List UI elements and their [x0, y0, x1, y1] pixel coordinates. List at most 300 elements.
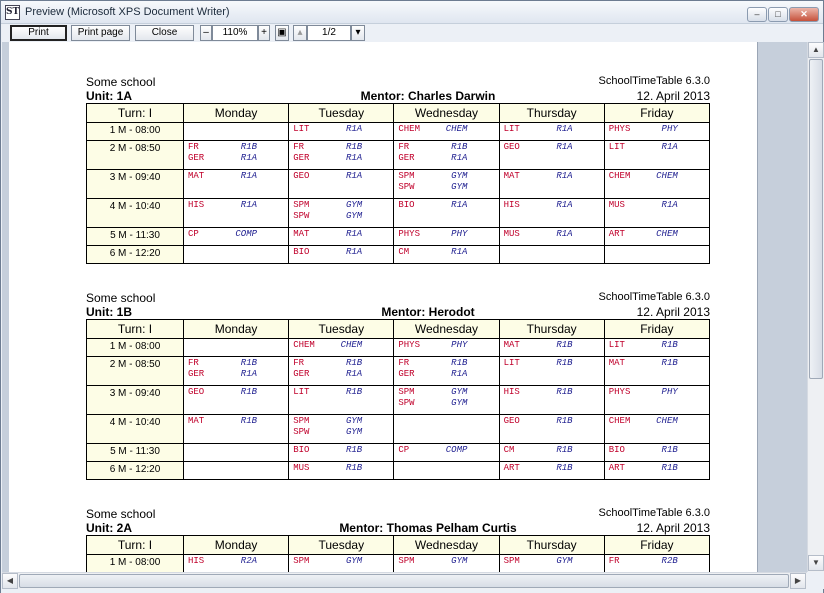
lesson-cell[interactable]: [604, 170, 709, 199]
lesson: [398, 556, 467, 567]
room-code: R1B: [661, 358, 678, 368]
room-code: R1A: [556, 142, 573, 152]
turn-header: Turn: I: [87, 320, 184, 339]
page-up-icon[interactable]: ▴: [293, 25, 307, 41]
lesson-cell[interactable]: [184, 141, 289, 170]
room-code: R1A: [345, 369, 363, 379]
lesson-cell[interactable]: [184, 246, 289, 264]
lesson-cell[interactable]: [394, 555, 499, 573]
subject-code: HIS: [503, 387, 520, 397]
subject-code: GER: [293, 369, 310, 379]
lesson-cell[interactable]: [499, 386, 604, 415]
lesson: [609, 124, 678, 135]
fit-page-icon[interactable]: ▣: [275, 25, 289, 41]
room-code: R1B: [240, 387, 257, 397]
lesson-cell[interactable]: [289, 123, 394, 141]
zoom-in-button[interactable]: +: [258, 25, 270, 41]
room-code: R1B: [345, 142, 363, 152]
vertical-scrollbar[interactable]: [807, 42, 824, 572]
subject-code: MAT: [503, 171, 520, 181]
lesson: [504, 416, 573, 427]
page-field[interactable]: 1/2: [307, 25, 351, 41]
lesson: [188, 171, 257, 182]
subject-code: CHEM: [608, 171, 631, 181]
room-code: CHEM: [656, 229, 678, 239]
room-code: R1A: [556, 124, 573, 134]
subject-code: LIT: [293, 124, 310, 134]
maximize-icon[interactable]: □: [768, 7, 788, 22]
room-code: R1B: [240, 416, 257, 426]
lesson: [398, 142, 467, 153]
horizontal-scrollbar[interactable]: [2, 572, 807, 589]
lesson: [293, 387, 362, 398]
table-row: [87, 170, 710, 199]
lesson-cell[interactable]: [394, 199, 499, 228]
subject-code: CHEM: [608, 416, 631, 426]
room-code: R1A: [345, 153, 363, 163]
lesson: [398, 387, 467, 398]
day-header: Thursday: [499, 320, 604, 339]
timetable: [86, 288, 710, 480]
room-code: R1A: [345, 124, 363, 134]
timetable-header: [86, 72, 710, 103]
subject-code: HIS: [188, 200, 205, 210]
lesson: [293, 124, 362, 135]
room-code: R1B: [661, 463, 678, 473]
room-code: R1A: [240, 200, 257, 210]
close-button[interactable]: Close: [135, 25, 194, 41]
zoom-field[interactable]: 110%: [212, 25, 258, 41]
subject-code: GEO: [503, 416, 520, 426]
lesson: [293, 369, 362, 380]
table-row: [87, 357, 710, 386]
school-name: Some school: [86, 291, 156, 305]
lesson-cell[interactable]: [184, 386, 289, 415]
scroll-left-icon[interactable]: ◀: [2, 573, 18, 589]
lesson: [293, 556, 362, 567]
lesson-cell[interactable]: [289, 170, 394, 199]
lesson: [293, 153, 362, 164]
subject-code: BIO: [293, 445, 310, 455]
lesson-cell[interactable]: [184, 444, 289, 462]
lesson: [504, 171, 573, 182]
room-code: R1B: [345, 463, 363, 473]
subject-code: LIT: [608, 340, 625, 350]
lesson: [504, 556, 573, 567]
subject-code: SPM: [293, 556, 310, 566]
table-row: [87, 386, 710, 415]
lesson-cell[interactable]: [499, 555, 604, 573]
lesson-cell[interactable]: [184, 339, 289, 357]
lesson: [609, 445, 678, 456]
mentor-label: Mentor: Charles Darwin: [360, 89, 496, 103]
lesson: [188, 416, 257, 427]
lesson: [609, 171, 678, 182]
lesson-cell[interactable]: [499, 228, 604, 246]
lesson-cell[interactable]: [184, 555, 289, 573]
day-header: Monday: [184, 320, 289, 339]
room-code: R1A: [661, 142, 678, 152]
horizontal-scroll-thumb[interactable]: [19, 574, 789, 588]
lesson-cell[interactable]: [184, 357, 289, 386]
lesson: [609, 556, 678, 567]
lesson-cell[interactable]: [499, 123, 604, 141]
room-code: R1B: [451, 358, 468, 368]
school-name: Some school: [86, 75, 156, 89]
table-row: [87, 123, 710, 141]
lesson: [609, 358, 678, 369]
room-code: GYM: [345, 200, 363, 210]
lesson-cell[interactable]: [184, 170, 289, 199]
day-header: Wednesday: [394, 104, 499, 123]
room-code: CHEM: [340, 340, 363, 350]
subject-code: SPM: [293, 200, 310, 210]
room-code: GYM: [345, 211, 363, 221]
subject-code: MAT: [503, 340, 520, 350]
table-row: [87, 339, 710, 357]
room-code: R1B: [556, 387, 573, 397]
lesson-cell[interactable]: [289, 199, 394, 228]
turn-header: Turn: I: [87, 104, 184, 123]
room-code: R1B: [661, 340, 678, 350]
day-header: Thursday: [499, 104, 604, 123]
subject-code: MUS: [293, 463, 310, 473]
room-code: R1B: [556, 463, 573, 473]
room-code: R1B: [240, 358, 257, 368]
lesson: [504, 387, 573, 398]
scrollbar-corner: [807, 572, 824, 589]
lesson: [293, 340, 362, 351]
window-title: Preview (Microsoft XPS Document Writer): [25, 6, 230, 18]
unit-label: Unit: 2A: [86, 521, 132, 535]
room-code: CHEM: [656, 171, 678, 181]
day-header: Wednesday: [394, 536, 499, 555]
print-date: 12. April 2013: [636, 305, 710, 319]
lesson-cell[interactable]: [289, 555, 394, 573]
lesson-cell[interactable]: [184, 199, 289, 228]
subject-code: HIS: [503, 200, 520, 210]
lesson-cell[interactable]: [289, 386, 394, 415]
day-header: Tuesday: [289, 104, 394, 123]
day-header: Tuesday: [289, 536, 394, 555]
lesson-cell[interactable]: [289, 462, 394, 480]
room-code: PHY: [661, 387, 678, 397]
lesson-cell[interactable]: [604, 246, 709, 264]
vertical-scroll-thumb[interactable]: [809, 59, 823, 379]
unit-label: Unit: 1A: [86, 89, 132, 103]
room-code: R1A: [451, 247, 468, 257]
day-header: Monday: [184, 104, 289, 123]
room-code: R1B: [240, 142, 257, 152]
lesson-cell[interactable]: [604, 357, 709, 386]
lesson-cell[interactable]: [604, 339, 709, 357]
lesson-cell[interactable]: [604, 123, 709, 141]
lesson: [504, 340, 573, 351]
room-code: R1B: [451, 142, 468, 152]
subject-code: SPM: [398, 171, 415, 181]
period-time: 4 M - 10:40: [87, 415, 184, 444]
header-row: [87, 536, 710, 555]
subject-code: FR: [188, 358, 199, 368]
lesson-cell[interactable]: [184, 228, 289, 246]
lesson: [188, 142, 257, 153]
header-row: [87, 104, 710, 123]
subject-code: SPM: [398, 556, 415, 566]
lesson: [504, 200, 573, 211]
lesson-cell[interactable]: [499, 415, 604, 444]
lesson-cell[interactable]: [394, 357, 499, 386]
lesson-cell[interactable]: [604, 386, 709, 415]
room-code: GYM: [345, 556, 363, 566]
timetable-header: [86, 504, 710, 535]
lesson-cell[interactable]: [394, 170, 499, 199]
room-code: CHEM: [445, 124, 468, 134]
room-code: GYM: [345, 416, 363, 426]
subject-code: PHYS: [398, 340, 420, 350]
lesson: [398, 369, 467, 380]
lesson-cell[interactable]: [499, 170, 604, 199]
subject-code: PHYS: [398, 229, 420, 239]
room-code: R1A: [345, 171, 363, 181]
subject-code: LIT: [608, 142, 625, 152]
lesson: [188, 153, 257, 164]
room-code: CHEM: [656, 416, 678, 426]
period-time: 2 M - 08:50: [87, 141, 184, 170]
lesson-cell[interactable]: [394, 339, 499, 357]
status-bar: [1, 589, 823, 593]
room-code: R2B: [661, 556, 678, 566]
room-code: R1B: [345, 358, 363, 368]
lesson-cell[interactable]: [289, 228, 394, 246]
lesson-cell[interactable]: [499, 444, 604, 462]
lesson: [398, 182, 467, 193]
print-date: 12. April 2013: [636, 89, 710, 103]
lesson-cell[interactable]: [604, 444, 709, 462]
zoom-out-button[interactable]: –: [200, 25, 212, 41]
scroll-down-icon[interactable]: ▼: [808, 555, 824, 571]
period-time: 1 M - 08:00: [87, 123, 184, 141]
lesson-cell[interactable]: [394, 444, 499, 462]
room-code: COMP: [235, 229, 257, 239]
lesson: [398, 171, 467, 182]
timetable: [86, 72, 710, 264]
lesson-cell[interactable]: [394, 386, 499, 415]
table-row: [87, 246, 710, 264]
lesson: [293, 427, 362, 438]
page-dropdown-icon[interactable]: ▾: [351, 25, 365, 41]
period-time: 1 M - 08:00: [87, 555, 184, 573]
timetable-grid: [86, 535, 710, 572]
print-button[interactable]: Print: [10, 25, 67, 41]
room-code: R1A: [345, 229, 363, 239]
day-header: Monday: [184, 536, 289, 555]
period-time: 1 M - 08:00: [87, 339, 184, 357]
room-code: R1B: [556, 358, 573, 368]
subject-code: CP: [188, 229, 199, 239]
lesson-cell[interactable]: [604, 415, 709, 444]
lesson: [504, 445, 573, 456]
subject-code: PHYS: [608, 124, 631, 134]
subject-code: FR: [293, 358, 304, 368]
lesson: [188, 229, 257, 240]
lesson: [293, 445, 362, 456]
subject-code: FR: [188, 142, 199, 152]
table-row: [87, 555, 710, 573]
lesson-cell[interactable]: [604, 462, 709, 480]
lesson: [609, 416, 678, 427]
scroll-up-icon[interactable]: ▲: [808, 42, 824, 58]
app-version: SchoolTimeTable 6.3.0: [598, 291, 710, 303]
room-code: R1A: [240, 153, 257, 163]
lesson: [188, 358, 257, 369]
lesson: [293, 142, 362, 153]
lesson-cell[interactable]: [394, 415, 499, 444]
turn-header: Turn: I: [87, 536, 184, 555]
lesson-cell[interactable]: [394, 246, 499, 264]
room-code: R2A: [240, 556, 257, 566]
lesson: [504, 124, 573, 135]
print-page-button[interactable]: Print page: [71, 25, 130, 41]
room-code: R1B: [556, 416, 573, 426]
room-code: R1A: [661, 200, 678, 210]
subject-code: FR: [608, 556, 620, 566]
day-header: Wednesday: [394, 320, 499, 339]
subject-code: GER: [398, 153, 415, 163]
lesson-cell[interactable]: [289, 339, 394, 357]
period-time: 3 M - 09:40: [87, 386, 184, 415]
lesson-cell[interactable]: [289, 357, 394, 386]
lesson-cell[interactable]: [604, 141, 709, 170]
lesson-cell[interactable]: [184, 123, 289, 141]
lesson: [398, 340, 467, 351]
period-time: 5 M - 11:30: [87, 444, 184, 462]
lesson: [293, 229, 362, 240]
lesson-cell[interactable]: [184, 462, 289, 480]
lesson-cell[interactable]: [289, 415, 394, 444]
day-header: Tuesday: [289, 320, 394, 339]
room-code: PHY: [451, 229, 468, 239]
table-row: [87, 444, 710, 462]
subject-code: MUS: [608, 200, 625, 210]
mentor-label: Mentor: Herodot: [381, 305, 475, 319]
room-code: GYM: [345, 427, 363, 437]
room-code: R1B: [661, 445, 678, 455]
minimize-icon[interactable]: –: [747, 7, 767, 22]
room-code: GYM: [556, 556, 573, 566]
school-name: Some school: [86, 507, 156, 521]
table-row: [87, 228, 710, 246]
lesson-cell[interactable]: [394, 462, 499, 480]
table-row: [87, 462, 710, 480]
subject-code: MAT: [188, 416, 205, 426]
title-bar[interactable]: [1, 1, 823, 24]
period-time: 4 M - 10:40: [87, 199, 184, 228]
subject-code: PHYS: [608, 387, 631, 397]
subject-code: ART: [608, 463, 625, 473]
lesson: [609, 387, 678, 398]
timetable-header: [86, 288, 710, 319]
subject-code: ART: [503, 463, 520, 473]
subject-code: GEO: [188, 387, 205, 397]
lesson: [398, 358, 467, 369]
lesson-cell[interactable]: [289, 246, 394, 264]
day-header: Friday: [604, 320, 709, 339]
timetable-grid: [86, 319, 710, 480]
room-code: R1A: [240, 171, 257, 181]
period-time: 5 M - 11:30: [87, 228, 184, 246]
lesson-cell[interactable]: [499, 462, 604, 480]
app-version: SchoolTimeTable 6.3.0: [598, 507, 710, 519]
subject-code: FR: [398, 358, 410, 368]
close-window-icon[interactable]: ✕: [789, 7, 819, 22]
period-time: 6 M - 12:20: [87, 462, 184, 480]
lesson-cell[interactable]: [499, 339, 604, 357]
room-code: R1A: [451, 200, 468, 210]
subject-code: ART: [608, 229, 625, 239]
lesson: [609, 142, 678, 153]
lesson-cell[interactable]: [499, 357, 604, 386]
lesson-cell[interactable]: [394, 141, 499, 170]
lesson: [293, 463, 362, 474]
lesson-cell[interactable]: [499, 141, 604, 170]
subject-code: SPM: [398, 387, 415, 397]
lesson-cell[interactable]: [289, 444, 394, 462]
subject-code: GER: [188, 369, 205, 379]
lesson: [188, 556, 257, 567]
room-code: R1A: [556, 171, 573, 181]
app-version: SchoolTimeTable 6.3.0: [598, 75, 710, 87]
room-code: COMP: [445, 445, 468, 455]
lesson: [293, 211, 362, 222]
lesson-cell[interactable]: [394, 123, 499, 141]
document-page: [9, 42, 757, 572]
subject-code: SPW: [398, 398, 415, 408]
subject-code: BIO: [608, 445, 625, 455]
lesson-cell[interactable]: [499, 246, 604, 264]
lesson: [609, 200, 678, 211]
lesson: [398, 200, 467, 211]
lesson-cell[interactable]: [604, 228, 709, 246]
period-time: 3 M - 09:40: [87, 170, 184, 199]
room-code: GYM: [451, 556, 468, 566]
lesson-cell[interactable]: [604, 555, 709, 573]
lesson: [504, 229, 573, 240]
room-code: R1A: [451, 369, 468, 379]
table-row: [87, 415, 710, 444]
lesson-cell[interactable]: [289, 141, 394, 170]
subject-code: LIT: [503, 358, 520, 368]
scroll-right-icon[interactable]: ▶: [790, 573, 806, 589]
subject-code: MUS: [503, 229, 520, 239]
room-code: R1A: [556, 200, 573, 210]
subject-code: LIT: [503, 124, 520, 134]
day-header: Friday: [604, 104, 709, 123]
lesson-cell[interactable]: [184, 415, 289, 444]
table-row: [87, 141, 710, 170]
document-viewport[interactable]: [2, 42, 807, 572]
subject-code: SPW: [293, 211, 310, 221]
subject-code: HIS: [188, 556, 205, 566]
lesson-cell[interactable]: [499, 199, 604, 228]
lesson: [398, 247, 467, 258]
lesson: [609, 463, 678, 474]
subject-code: FR: [398, 142, 410, 152]
subject-code: CHEM: [293, 340, 315, 350]
lesson-cell[interactable]: [604, 199, 709, 228]
room-code: R1A: [556, 229, 573, 239]
lesson-cell[interactable]: [394, 228, 499, 246]
toolbar: [1, 24, 823, 42]
